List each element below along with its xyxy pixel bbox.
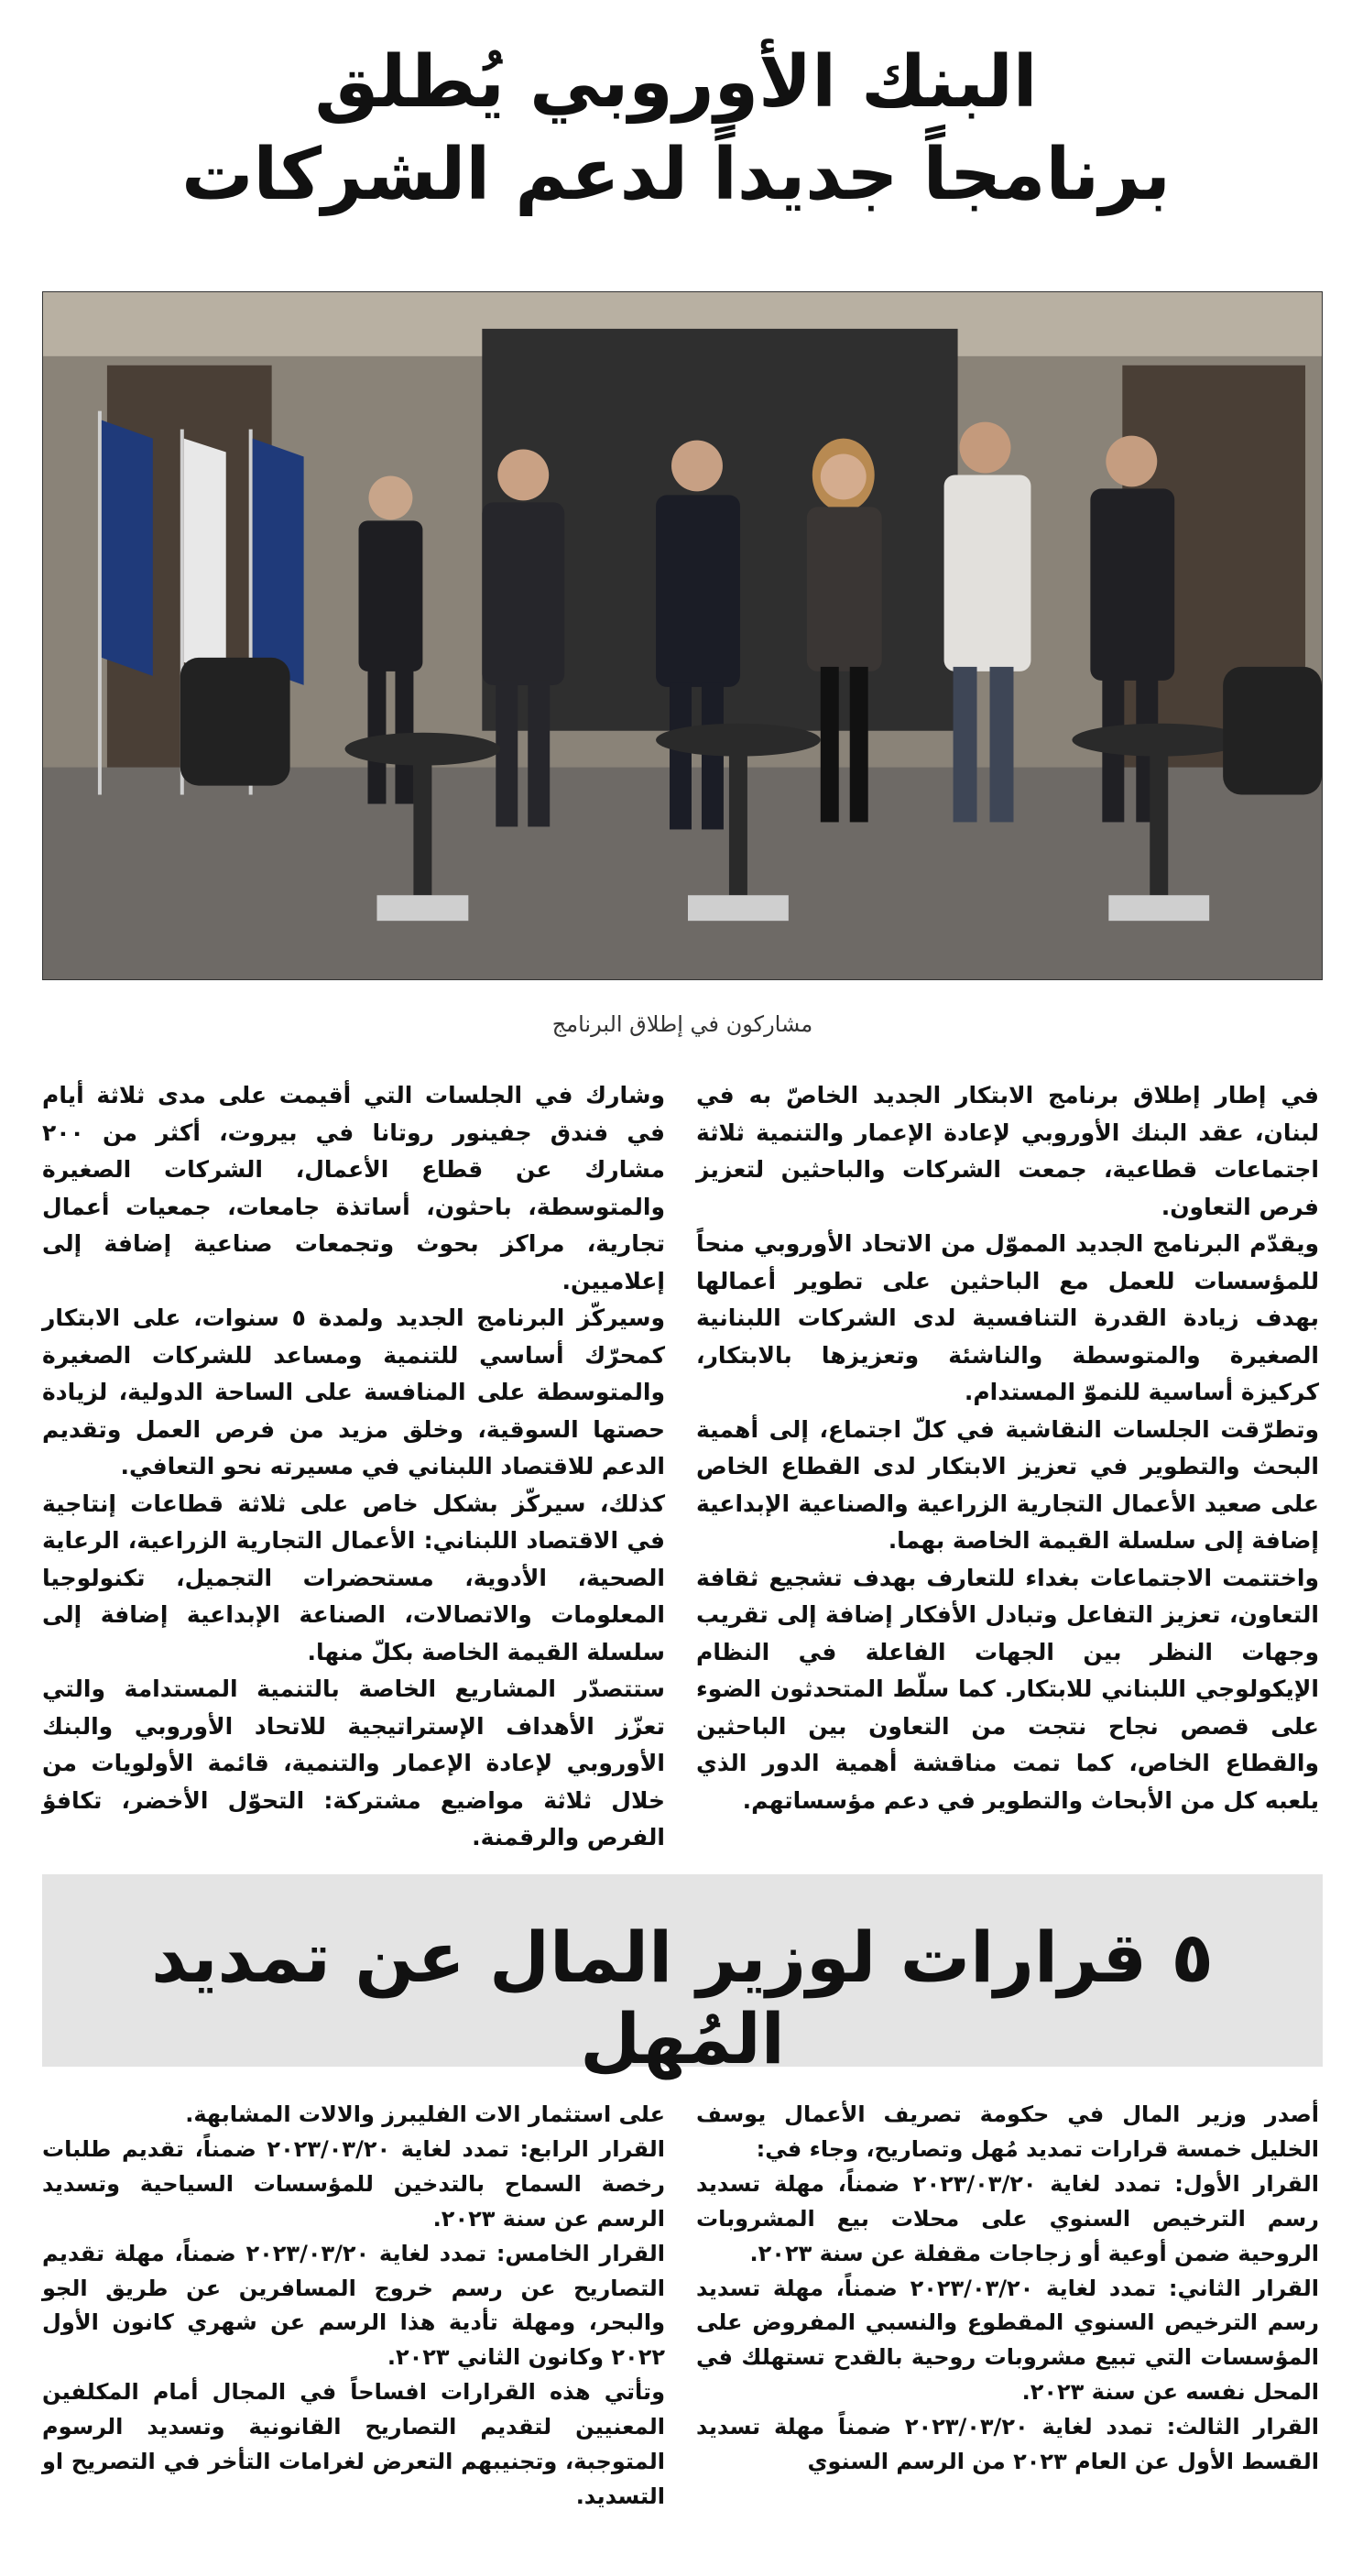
paragraph: القرار الأول: تمدد لغاية ٢٠٢٣/٠٣/٢٠ ضمناً، مهلة تسديد رسم الترخيص السنوي على محلات بيع المشروبات الروحية ضمن أوعية أو زجاجات مقفلة عن سنة ٢٠٢٣. xyxy=(696,2170,1320,2266)
photo-caption: مشاركون في إطلاق البرنامج xyxy=(551,1011,813,1037)
article1-column-left xyxy=(42,1077,665,1857)
paragraph: ويقدّم البرنامج الجديد المموّل من الاتحاد الأوروبي منحاً للمؤسسات للعمل مع الباحثين على تطوير أعمالها بهدف زيادة القدرة التنافسية لدى الشركات اللبنانية الصغيرة والمتوسطة والناشئة وتعزيزها بالابتكار، كركيزة أساسية للنموّ المستدام. xyxy=(696,1230,1319,1405)
headline-line-2: برنامجاً جديداً لدعم الشركات xyxy=(181,134,1171,217)
paragraph: القرار الخامس: تمدد لغاية ٢٠٢٣/٠٣/٢٠ ضمناً، مهلة تقديم التصاريح عن رسم خروج المسافرين عن طريق الجو والبحر، ومهلة تأدية هذا الرسم عن شهري كانون الأول ٢٠٢٢ وكانون الثاني ٢٠٢٣. xyxy=(42,2240,665,2371)
headline-line-1: البنك الأوروبي يُطلق xyxy=(314,41,1038,124)
paragraph: وتأتي هذه القرارات افساحاً في المجال أمام المكلفين المعنيين لتقديم التصاريح القانونية وتسديد الرسوم المتوجبة، وتجنيبهم التعرض لغرامات التأخر في التصريح او التسديد. xyxy=(42,2379,665,2509)
article-headline xyxy=(0,37,1352,223)
paragraph: القرار الثاني: تمدد لغاية ٢٠٢٣/٠٣/٢٠ ضمناً، مهلة تسديد رسم الترخيص السنوي المقطوع والنسبي المفروض على المؤسسات التي تبيع مشروبات روحية بالقدح تستهلك في المحل نفسه عن سنة ٢٠٢٣. xyxy=(696,2275,1319,2406)
white-flag-icon xyxy=(184,439,226,676)
article2-headline: ٥ قرارات لوزير المال عن تمديد المُهل xyxy=(151,1916,1214,2079)
article1-column-right xyxy=(696,1077,1319,1819)
eu-flag-icon xyxy=(253,439,304,685)
paragraph: كذلك، سيركّز بشكل خاص على ثلاثة قطاعات إنتاجية في الاقتصاد اللبناني: الأعمال التجارية الزراعية، الرعاية الصحية، الأدوية، مستحضرات التجميل، تكنولوجيا المعلومات والاتصالات، الصناعة الإبداعية إضافة إلى سلسلة القيمة الخاصة بكلّ منها. xyxy=(42,1490,665,1665)
paragraph: وتطرّقت الجلسات النقاشية في كلّ اجتماع، إلى أهمية البحث والتطوير في تعزيز الابتكار لدى القطاع الخاص على صعيد الأعمال التجارية الزراعية والصناعية الإبداعية إضافة إلى سلسلة القيمة الخاصة بهما. xyxy=(696,1415,1319,1554)
paragraph: في إطار إطلاق برنامج الابتكار الجديد الخاصّ به في لبنان، عقد البنك الأوروبي لإعادة الإعمار والتنمية ثلاثة اجتماعات قطاعية، جمعت الشركات والباحثين لتعزيز فرص التعاون. xyxy=(696,1082,1319,1220)
eu-flag-icon xyxy=(102,420,153,676)
paragraph: القرار الرابع: تمدد لغاية ٢٠٢٣/٠٣/٢٠ ضمناً، تقديم طلبات رخصة السماح بالتدخين للمؤسسات السياحية وتسديد الرسم عن سنة ٢٠٢٣. xyxy=(42,2135,665,2232)
paragraph: وسيركّز البرنامج الجديد ولمدة ٥ سنوات، على الابتكار كمحرّك أساسي للتنمية ومساعد للشركات الصغيرة والمتوسطة على المنافسة على الساحة الدولية، لزيادة حصتها السوقية، وخلق مزيد من فرص العمل وتقديم الدعم للاقتصاد اللبناني في مسيرته نحو التعافي. xyxy=(42,1304,665,1479)
article2-column-right xyxy=(696,2098,1319,2480)
article-photo xyxy=(42,291,1323,980)
paragraph: وشارك في الجلسات التي أقيمت على مدى ثلاثة أيام في فندق جفينور روتانا في بيروت، أكثر من ٢٠٠ مشارك عن قطاع الأعمال، الشركات الصغيرة والمتوسطة، باحثون، أساتذة جامعات، جمعيات أعمال تجارية، مراكز بحوث وتجمعات صناعية إضافة إلى إعلاميين. xyxy=(42,1082,665,1294)
article2-column-left xyxy=(42,2098,665,2515)
paragraph: القرار الثالث: تمدد لغاية ٢٠٢٣/٠٣/٢٠ ضمناً مهلة تسديد القسط الأول عن العام ٢٠٢٣ من الرسم السنوي xyxy=(696,2414,1319,2475)
event-photo-illustration xyxy=(43,292,1322,979)
paragraph: على استثمار الات الفليبرز والالات المشابهة. xyxy=(185,2101,665,2127)
paragraph: أصدر وزير المال في حكومة تصريف الأعمال يوسف الخليل خمسة قرارات تمديد مُهل وتصاريح، وجاء في: xyxy=(696,2101,1319,2162)
paragraph: ستتصدّر المشاريع الخاصة بالتنمية المستدامة والتي تعزّز الأهداف الإستراتيجية للاتحاد الأوروبي والبنك الأوروبي لإعادة الإعمار والتنمية، قائمة الأولويات من خلال ثلاثة مواضيع مشتركة: التحوّل الأخضر، تكافؤ الفرص والرقمنة. xyxy=(42,1675,665,1850)
paragraph: واختتمت الاجتماعات بغداء للتعارف بهدف تشجيع ثقافة التعاون، تعزيز التفاعل وتبادل الأفكار إضافة إلى تقريب وجهات النظر بين الجهات الفاعلة في النظام الإيكولوجي اللبناني للابتكار. كما سلّط المتحدثون الضوء على قصص نجاح نتجت من التعاون بين الباحثين والقطاع الخاص، كما تمت مناقشة أهمية الدور الذي يلعبه كل من الأبحاث والتطوير في دعم مؤسساتهم. xyxy=(696,1564,1319,1814)
